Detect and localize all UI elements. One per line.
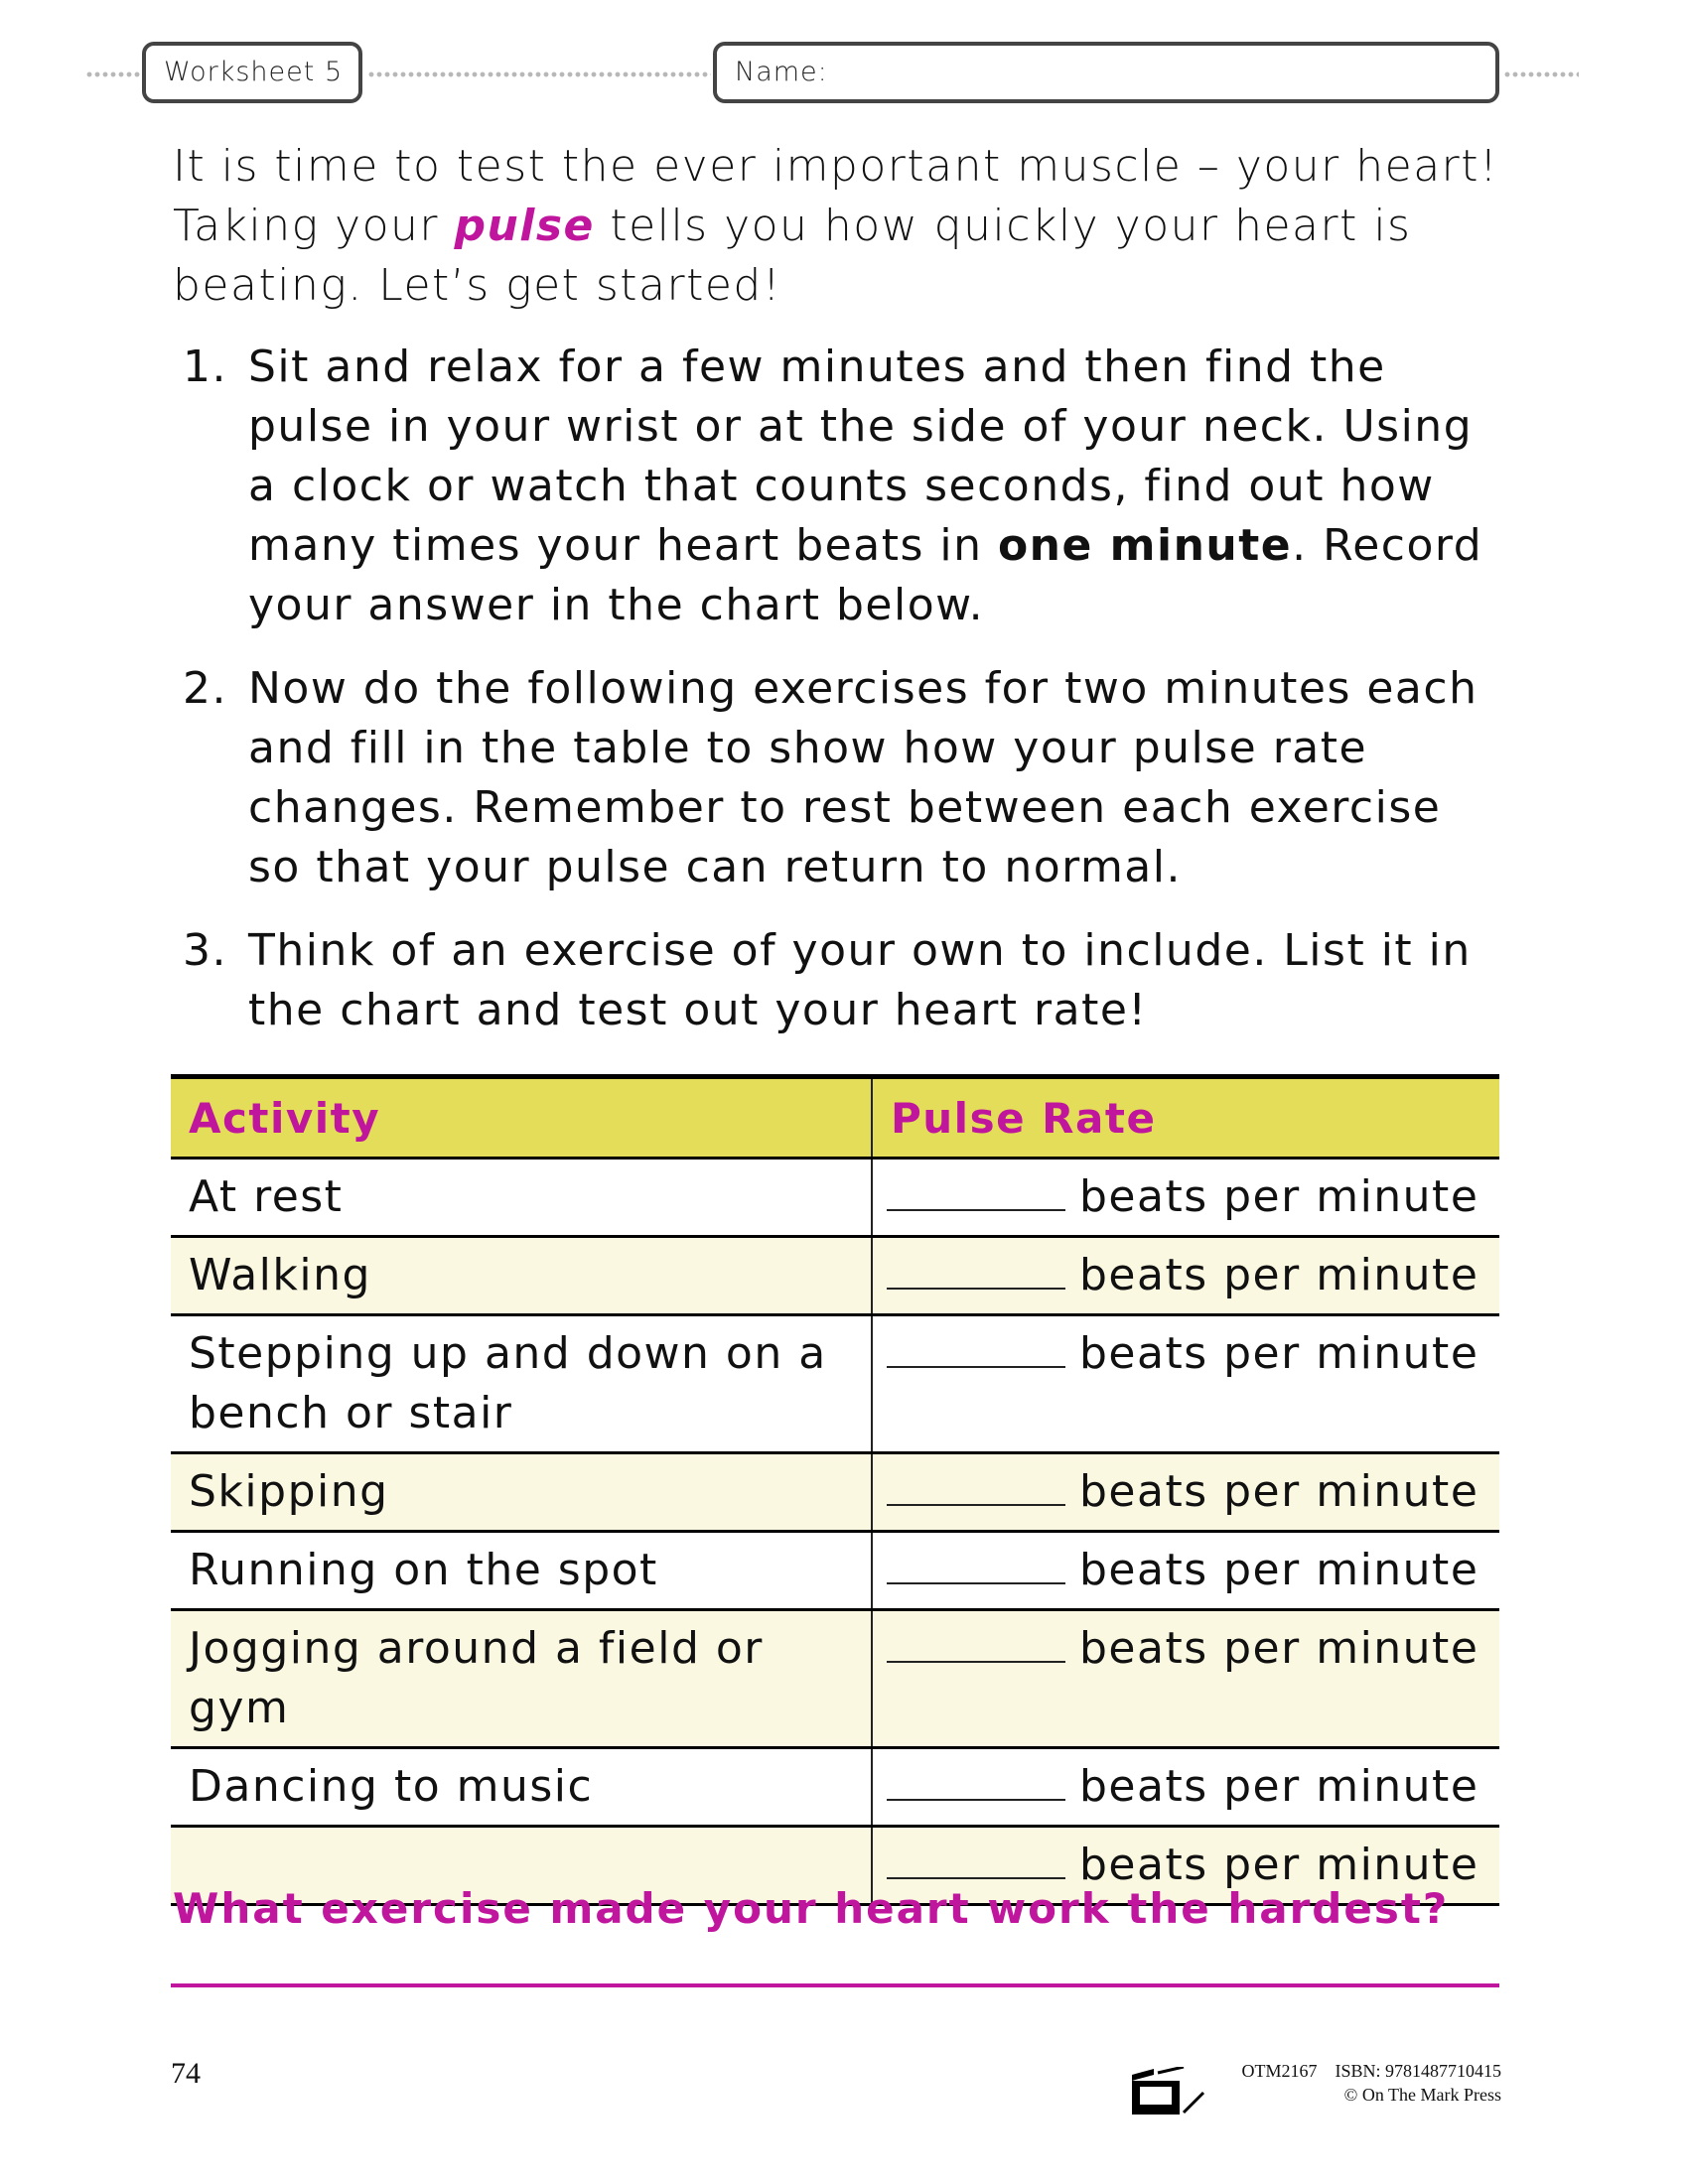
activity-cell: Running on the spot [171,1532,872,1610]
column-header-activity: Activity [171,1077,872,1159]
copyright: © On The Mark Press [1343,2085,1501,2105]
table-header-row [171,1077,1499,1159]
dotted-rule-left [85,71,141,77]
activity-cell: Jogging around a field or gym [171,1610,872,1748]
unit-label: beats per minute [1079,1250,1479,1300]
instruction-step-1 [173,338,1503,635]
unit-label: beats per minute [1079,1840,1479,1890]
unit-label: beats per minute [1079,1545,1479,1595]
table-row [171,1610,1499,1748]
pulse-rate-blank[interactable] [887,1324,1065,1368]
table-row [171,1748,1499,1827]
column-header-pulse-rate: Pulse Rate [872,1077,1499,1159]
dotted-rule-right [1503,71,1579,77]
unit-label: beats per minute [1079,1171,1479,1222]
pulse-rate-blank[interactable] [887,1541,1065,1584]
unit-label: beats per minute [1079,1761,1479,1812]
unit-label: beats per minute [1079,1466,1479,1517]
step-number: 3. [183,925,227,976]
pulse-rate-cell [872,1748,1499,1827]
pulse-rate-blank[interactable] [887,1757,1065,1801]
intro-paragraph [173,137,1503,316]
pulse-rate-cell [872,1159,1499,1237]
intro-text-end: tells you how quickly your heart is beating. Let’s get started! [173,201,1412,311]
name-field[interactable] [713,42,1499,103]
instruction-step-3 [173,921,1503,1040]
step-text: Think of an exercise of your own to include. List it in the chart and test out your heart rate! [248,925,1472,1035]
activity-cell: Walking [171,1237,872,1315]
question-text: What exercise made your heart work the hardest? [173,1884,1450,1933]
activity-cell: At rest [171,1159,872,1237]
activity-cell: Skipping [171,1453,872,1532]
pulse-rate-blank[interactable] [887,1167,1065,1211]
unit-label: beats per minute [1079,1623,1479,1674]
pulse-rate-blank[interactable] [887,1836,1065,1879]
keyword-pulse: pulse [454,201,595,251]
photocopier-icon [1132,2067,1211,2116]
intro-text: It is time to test the ever important muscle – your heart! Taking your [173,141,1499,251]
product-codes [1241,2059,1501,2083]
table-row [171,1532,1499,1610]
instruction-step-2 [173,659,1503,897]
pulse-rate-cell [872,1610,1499,1748]
worksheet-label-box [142,42,362,103]
step-text: Sit and relax for a few minutes and then find the pulse in your wrist or at the side of your neck. Using a clock or watch that counts seconds, find out how many times your heart beats in one minute. Record your answer in the chart below. [248,341,1483,630]
unit-label: beats per minute [1079,1328,1479,1379]
activity-cell: Stepping up and down on a bench or stair [171,1315,872,1453]
step-text: Now do the following exercises for two minutes each and fill in the table to show how your pulse rate changes. Remember to rest between each exercise so that your pulse can return to normal. [248,663,1478,892]
pulse-rate-blank[interactable] [887,1246,1065,1290]
pulse-rate-cell [872,1532,1499,1610]
pulse-rate-table [171,1074,1499,1906]
pulse-rate-cell [872,1453,1499,1532]
pulse-rate-blank[interactable] [887,1462,1065,1506]
activity-cell: Dancing to music [171,1748,872,1827]
pulse-rate-cell [872,1315,1499,1453]
table-row [171,1237,1499,1315]
emphasis-one-minute: one minute [997,520,1293,571]
isbn: ISBN: 9781487710415 [1335,2061,1501,2081]
answer-line[interactable] [171,1983,1499,1987]
pulse-rate-cell [872,1237,1499,1315]
worksheet-label: Worksheet 5 [164,57,344,87]
name-label: Name: [735,57,828,87]
product-code: OTM2167 [1241,2061,1318,2081]
publisher-info [1241,2059,1501,2107]
instruction-list [173,338,1503,1064]
step-number: 1. [183,341,227,392]
step-number: 2. [183,663,227,714]
table-row [171,1453,1499,1532]
dotted-rule-middle [367,71,711,77]
pulse-rate-blank[interactable] [887,1619,1065,1663]
table-row [171,1159,1499,1237]
page-number: 74 [171,2057,201,2090]
table-row [171,1315,1499,1453]
